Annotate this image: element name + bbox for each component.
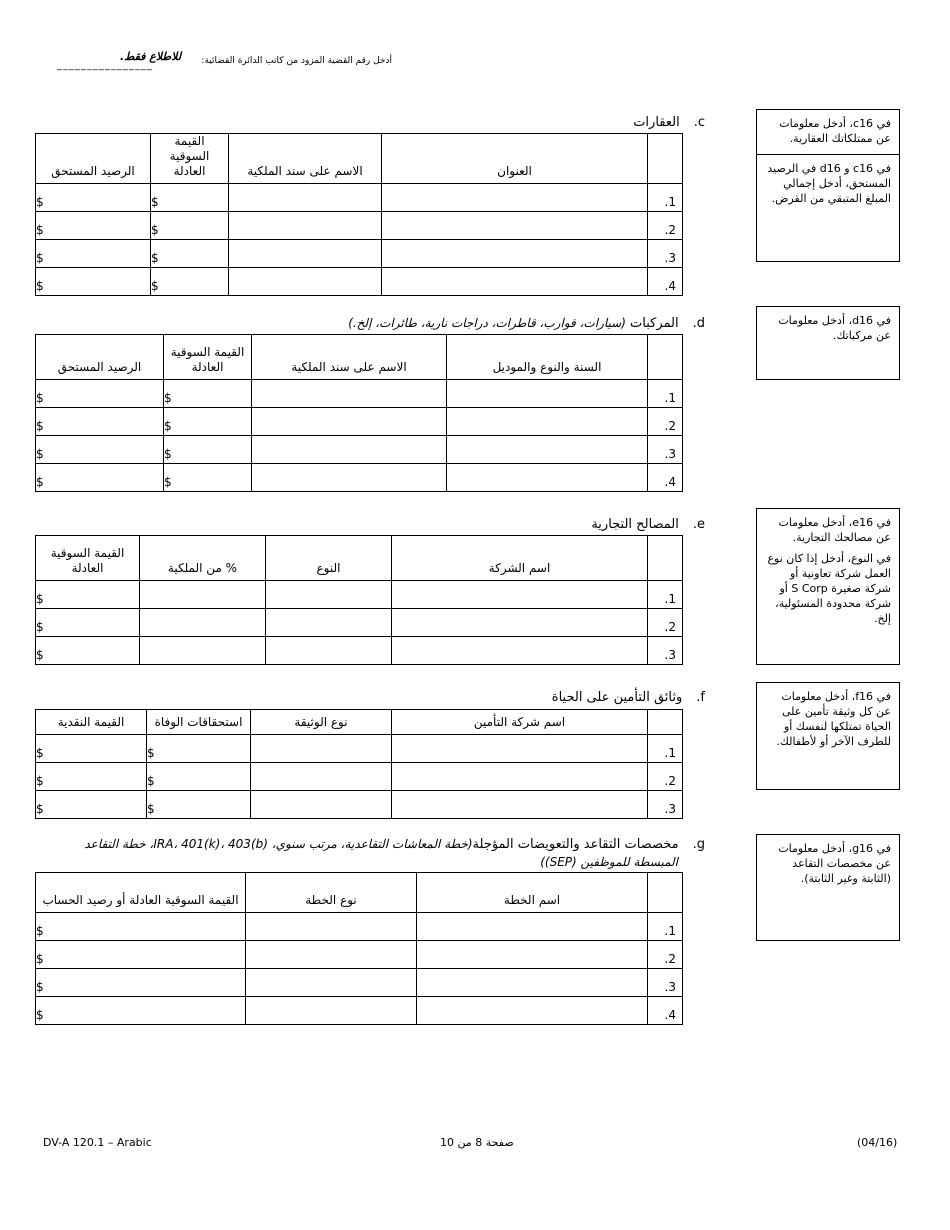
policy-type-cell[interactable] bbox=[251, 735, 392, 763]
table-row bbox=[36, 268, 683, 296]
fair-market-value-cell[interactable] bbox=[164, 380, 252, 408]
side-note-paragraph: في d16، أدخل معلومات عن مركباتك. bbox=[778, 314, 891, 342]
table-header-row bbox=[36, 134, 683, 184]
table-row bbox=[36, 913, 683, 941]
currency-sign: $ bbox=[36, 475, 44, 489]
currency-sign: $ bbox=[36, 802, 44, 816]
insurer-name-cell[interactable] bbox=[392, 763, 648, 791]
year-make-model-header: السنة والنوع والموديل bbox=[447, 335, 648, 380]
fair-market-value-cell[interactable] bbox=[151, 268, 229, 296]
company-name-cell[interactable] bbox=[392, 581, 648, 609]
currency-sign: $ bbox=[36, 419, 44, 433]
row-number: 2. bbox=[648, 941, 683, 969]
fair-market-value-cell[interactable] bbox=[151, 212, 229, 240]
title-name-cell[interactable] bbox=[229, 212, 382, 240]
section-g-letter: g. bbox=[692, 837, 705, 852]
death-benefit-header: استحقاقات الوفاة bbox=[147, 710, 251, 735]
fair-market-value-cell[interactable] bbox=[164, 436, 252, 464]
policy-type-cell[interactable] bbox=[251, 763, 392, 791]
table-row bbox=[36, 763, 683, 791]
table-row bbox=[36, 969, 683, 997]
page-number: صفحة 8 من 10 bbox=[440, 1136, 514, 1149]
row-number: 4. bbox=[648, 268, 683, 296]
row-number: 1. bbox=[648, 581, 683, 609]
form-id: DV-A 120.1 – Arabic bbox=[43, 1136, 152, 1149]
currency-sign: $ bbox=[164, 419, 172, 433]
plan-name-cell[interactable] bbox=[417, 913, 648, 941]
vehicles-table bbox=[35, 334, 683, 492]
retirement-table bbox=[35, 872, 683, 1025]
company-name-header: اسم الشركة bbox=[392, 536, 648, 581]
currency-sign: $ bbox=[164, 447, 172, 461]
fair-market-value-cell[interactable] bbox=[36, 581, 140, 609]
death-benefit-cell[interactable] bbox=[147, 791, 251, 819]
balance-owed-header: الرصيد المستحق bbox=[36, 134, 151, 184]
type-cell[interactable] bbox=[266, 609, 392, 637]
insurer-name-cell[interactable] bbox=[392, 791, 648, 819]
section-g-side-note bbox=[756, 834, 900, 941]
case-number-blank[interactable]: ________________ bbox=[57, 60, 153, 71]
ownership-percent-cell[interactable] bbox=[140, 581, 266, 609]
ownership-percent-cell[interactable] bbox=[140, 609, 266, 637]
balance-owed-cell[interactable] bbox=[36, 464, 164, 492]
table-row bbox=[36, 609, 683, 637]
section-d-title bbox=[348, 316, 705, 331]
balance-owed-cell[interactable] bbox=[36, 268, 151, 296]
balance-owed-cell[interactable] bbox=[36, 408, 164, 436]
address-cell[interactable] bbox=[382, 184, 648, 212]
section-g-subtitle-cont: المبسطة للموظفين (SEP)) bbox=[540, 855, 678, 869]
fair-market-value-cell[interactable] bbox=[36, 997, 246, 1025]
fair-market-value-cell[interactable] bbox=[36, 941, 246, 969]
balance-owed-cell[interactable] bbox=[36, 212, 151, 240]
currency-sign: $ bbox=[164, 391, 172, 405]
section-c-title bbox=[633, 115, 705, 130]
row-number: 2. bbox=[648, 408, 683, 436]
plan-type-cell[interactable] bbox=[246, 913, 417, 941]
insurer-name-header: اسم شركة التأمين bbox=[392, 710, 648, 735]
fair-market-value-cell[interactable] bbox=[36, 913, 246, 941]
fair-market-value-cell[interactable] bbox=[151, 240, 229, 268]
side-note-paragraph: في f16، أدخل معلومات عن كل وثيقة تأمين على الحياة تمتلكها لنفسك أو للطرف الآخر أو لأطفالك. bbox=[776, 690, 891, 748]
type-cell[interactable] bbox=[266, 637, 392, 665]
table-header-row bbox=[36, 335, 683, 380]
plan-name-cell[interactable] bbox=[417, 941, 648, 969]
address-cell[interactable] bbox=[382, 268, 648, 296]
balance-owed-cell[interactable] bbox=[36, 436, 164, 464]
row-number: 3. bbox=[648, 791, 683, 819]
row-number: 2. bbox=[648, 212, 683, 240]
currency-sign: $ bbox=[36, 774, 44, 788]
fair-market-value-cell[interactable] bbox=[36, 637, 140, 665]
fair-market-value-cell[interactable] bbox=[36, 609, 140, 637]
row-number: 4. bbox=[648, 997, 683, 1025]
table-row bbox=[36, 581, 683, 609]
fair-market-value-cell[interactable] bbox=[36, 969, 246, 997]
address-cell[interactable] bbox=[382, 240, 648, 268]
currency-sign: $ bbox=[36, 648, 44, 662]
balance-owed-cell[interactable] bbox=[36, 240, 151, 268]
cash-value-cell[interactable] bbox=[36, 763, 147, 791]
cash-value-cell[interactable] bbox=[36, 791, 147, 819]
year-make-model-cell[interactable] bbox=[447, 408, 648, 436]
life-insurance-table bbox=[35, 709, 683, 819]
ownership-percent-header: % من الملكية bbox=[140, 536, 266, 581]
fair-market-value-header: القيمة السوقية العادلة أو رصيد الحساب bbox=[36, 873, 246, 913]
row-number: 1. bbox=[648, 184, 683, 212]
table-row bbox=[36, 637, 683, 665]
row-number-header bbox=[648, 335, 683, 380]
title-name-cell[interactable] bbox=[252, 408, 447, 436]
business-interests-table bbox=[35, 535, 683, 665]
real-estate-table bbox=[35, 133, 683, 296]
section-d-title-text: المركبات bbox=[630, 316, 679, 331]
table-row bbox=[36, 997, 683, 1025]
company-name-cell[interactable] bbox=[392, 609, 648, 637]
plan-name-cell[interactable] bbox=[417, 969, 648, 997]
row-number: 4. bbox=[648, 464, 683, 492]
row-number: 3. bbox=[648, 240, 683, 268]
side-note-paragraph: في c16، أدخل معلومات عن ممتلكاتك العقارية. bbox=[779, 117, 891, 145]
table-row bbox=[36, 436, 683, 464]
row-number: 3. bbox=[648, 637, 683, 665]
policy-type-cell[interactable] bbox=[251, 791, 392, 819]
table-header-row bbox=[36, 873, 683, 913]
currency-sign: $ bbox=[36, 223, 44, 237]
side-note-paragraph: في g16، أدخل معلومات عن مخصصات التقاعد (الثابتة وغير الثابتة). bbox=[778, 842, 891, 885]
fair-market-value-cell[interactable] bbox=[151, 184, 229, 212]
death-benefit-cell[interactable] bbox=[147, 763, 251, 791]
table-row bbox=[36, 941, 683, 969]
plan-name-header: اسم الخطة bbox=[417, 873, 648, 913]
death-benefit-cell[interactable] bbox=[147, 735, 251, 763]
title-name-cell[interactable] bbox=[229, 240, 382, 268]
address-cell[interactable] bbox=[382, 212, 648, 240]
company-name-cell[interactable] bbox=[392, 637, 648, 665]
table-header-row bbox=[36, 536, 683, 581]
balance-owed-cell[interactable] bbox=[36, 184, 151, 212]
currency-sign: $ bbox=[36, 592, 44, 606]
table-row bbox=[36, 380, 683, 408]
title-name-cell[interactable] bbox=[252, 436, 447, 464]
title-name-cell[interactable] bbox=[229, 268, 382, 296]
currency-sign: $ bbox=[36, 195, 44, 209]
plan-type-cell[interactable] bbox=[246, 997, 417, 1025]
table-row bbox=[36, 408, 683, 436]
title-name-header: الاسم على سند الملكية bbox=[252, 335, 447, 380]
currency-sign: $ bbox=[147, 774, 155, 788]
plan-type-header: نوع الخطة bbox=[246, 873, 417, 913]
cash-value-cell[interactable] bbox=[36, 735, 147, 763]
table-row bbox=[36, 240, 683, 268]
row-number: 3. bbox=[648, 436, 683, 464]
currency-sign: $ bbox=[36, 1008, 44, 1022]
currency-sign: $ bbox=[147, 802, 155, 816]
year-make-model-cell[interactable] bbox=[447, 436, 648, 464]
currency-sign: $ bbox=[151, 223, 159, 237]
section-g-subtitle-line2 bbox=[540, 855, 678, 870]
section-f-letter: f. bbox=[696, 690, 705, 705]
section-e-side-note bbox=[756, 508, 900, 665]
for-info-only-label: للاطلاع فقط. bbox=[120, 50, 182, 63]
side-note-paragraph: في النوع، أدخل إذا كان نوع العمل شركة تعاونية أو شركة صغيرة S Corp أو شركة محدودة المسئولية، إلخ. bbox=[767, 552, 891, 625]
currency-sign: $ bbox=[36, 447, 44, 461]
case-number-label: أدخل رقم القضية المزود من كاتب الدائرة القضائية: bbox=[201, 56, 392, 66]
currency-sign: $ bbox=[36, 251, 44, 265]
currency-sign: $ bbox=[36, 746, 44, 760]
revision-date: (04/16) bbox=[857, 1136, 898, 1149]
row-number: 1. bbox=[648, 913, 683, 941]
row-number-header bbox=[648, 873, 683, 913]
insurer-name-cell[interactable] bbox=[392, 735, 648, 763]
balance-owed-header: الرصيد المستحق bbox=[36, 335, 164, 380]
currency-sign: $ bbox=[36, 279, 44, 293]
currency-sign: $ bbox=[36, 391, 44, 405]
side-note-paragraph: في e16، أدخل معلومات عن مصالحك التجارية. bbox=[778, 516, 891, 544]
section-f-side-note bbox=[756, 682, 900, 790]
currency-sign: $ bbox=[36, 620, 44, 634]
fair-market-value-header: القيمة السوقية العادلة bbox=[164, 335, 252, 380]
type-cell[interactable] bbox=[266, 581, 392, 609]
table-row bbox=[36, 791, 683, 819]
currency-sign: $ bbox=[36, 924, 44, 938]
row-number-header bbox=[648, 536, 683, 581]
row-number: 2. bbox=[648, 609, 683, 637]
row-number: 2. bbox=[648, 763, 683, 791]
currency-sign: $ bbox=[36, 952, 44, 966]
ownership-percent-cell[interactable] bbox=[140, 637, 266, 665]
year-make-model-cell[interactable] bbox=[447, 380, 648, 408]
address-header: العنوان bbox=[382, 134, 648, 184]
cash-value-header: القيمة النقدية bbox=[36, 710, 147, 735]
section-c-letter: c. bbox=[693, 115, 705, 130]
currency-sign: $ bbox=[164, 475, 172, 489]
row-number-header bbox=[648, 710, 683, 735]
policy-type-header: نوع الوثيقة bbox=[251, 710, 392, 735]
side-note-paragraph: في c16 و d16 في الرصيد المستحق، أدخل إجمالي المبلغ المتبقي من القرض. bbox=[757, 154, 899, 206]
plan-name-cell[interactable] bbox=[417, 997, 648, 1025]
year-make-model-cell[interactable] bbox=[447, 464, 648, 492]
plan-type-cell[interactable] bbox=[246, 941, 417, 969]
currency-sign: $ bbox=[151, 195, 159, 209]
section-d-letter: d. bbox=[692, 316, 705, 331]
section-d-subtitle: (سيارات، قوارب، قاطرات، دراجات نارية، طائرات، إلخ.) bbox=[348, 316, 626, 330]
section-g-title-text: مخصصات التقاعد والتعويضات المؤجلة bbox=[472, 837, 679, 852]
section-g-subtitle: (خطة المعاشات التقاعدية، مرتب سنوي، IRA، 401(k)، 403(b)، خطة التقاعد bbox=[84, 837, 473, 851]
section-e-title-text: المصالح التجارية bbox=[591, 517, 679, 532]
currency-sign: $ bbox=[147, 746, 155, 760]
balance-owed-cell[interactable] bbox=[36, 380, 164, 408]
type-header: النوع bbox=[266, 536, 392, 581]
plan-type-cell[interactable] bbox=[246, 969, 417, 997]
section-c-title-text: العقارات bbox=[633, 115, 680, 130]
table-row bbox=[36, 184, 683, 212]
section-e-letter: e. bbox=[692, 517, 705, 532]
title-name-header: الاسم على سند الملكية bbox=[229, 134, 382, 184]
section-d-side-note bbox=[756, 306, 900, 380]
fair-market-value-header: القيمة السوقية العادلة bbox=[36, 536, 140, 581]
currency-sign: $ bbox=[151, 279, 159, 293]
currency-sign: $ bbox=[36, 980, 44, 994]
row-number-header bbox=[648, 134, 683, 184]
row-number: 1. bbox=[648, 380, 683, 408]
section-e-title bbox=[591, 517, 705, 532]
row-number: 3. bbox=[648, 969, 683, 997]
table-header-row bbox=[36, 710, 683, 735]
table-row bbox=[36, 464, 683, 492]
section-g-title bbox=[84, 837, 705, 852]
fair-market-value-cell[interactable] bbox=[164, 408, 252, 436]
section-c-side-note bbox=[756, 109, 900, 262]
title-name-cell[interactable] bbox=[229, 184, 382, 212]
section-f-title bbox=[552, 690, 705, 705]
title-name-cell[interactable] bbox=[252, 464, 447, 492]
table-row bbox=[36, 212, 683, 240]
section-f-title-text: وثائق التأمين على الحياة bbox=[551, 690, 683, 705]
title-name-cell[interactable] bbox=[252, 380, 447, 408]
row-number: 1. bbox=[648, 735, 683, 763]
fair-market-value-header: القيمة السوقية العادلة bbox=[151, 134, 229, 184]
currency-sign: $ bbox=[151, 251, 159, 265]
fair-market-value-cell[interactable] bbox=[164, 464, 252, 492]
table-row bbox=[36, 735, 683, 763]
